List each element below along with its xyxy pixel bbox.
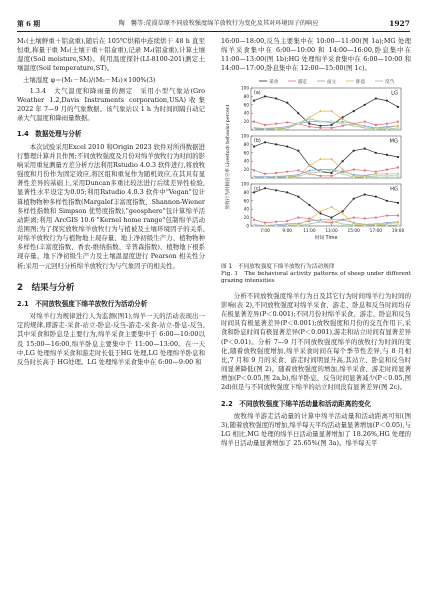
point-MG-4-11: [375, 174, 377, 176]
y-tick-label-LG-1: 20: [243, 118, 249, 124]
point-HG-4-13: [397, 224, 399, 226]
point-MG-0-4: [297, 149, 299, 151]
x-tick-label-6: 19:00: [391, 228, 405, 234]
point-LG-4-12: [386, 128, 388, 130]
point-LG-1-6: [319, 127, 321, 129]
point-MG-1-11: [375, 170, 377, 172]
point-LG-1-2: [275, 122, 277, 124]
point-LG-4-6: [319, 120, 321, 122]
x-tick-label-0: 7:00: [260, 228, 270, 234]
point-MG-4-3: [286, 176, 288, 178]
point-HG-1-12: [386, 214, 388, 216]
point-LG-4-10: [364, 126, 366, 128]
point-MG-1-9: [353, 168, 355, 170]
point-LG-0-11: [375, 97, 377, 99]
legend-label-4: 反刍: [385, 79, 395, 85]
heading-grazing-behavior: 2.1 不同放牧强度下绵羊放牧行为活动分析: [17, 299, 148, 308]
point-HG-0-3: [286, 191, 288, 193]
point-MG-1-13: [397, 166, 399, 168]
point-LG-0-4: [297, 112, 299, 114]
point-LG-1-5: [308, 125, 310, 127]
x-tick-label-5: 17:00: [369, 228, 383, 234]
paragraph-behavior-timing: 16:00—18:00,反刍主要集中在 10:00—11:00(图 1a);MG 处理绵羊采食集中在 6:00—10:00 和 14:00—16:00,卧息集中在 11:00—13:00(图 1b);HG 处理绵羊采食集中在 6:00—10:00 和 14:00—17:00,卧息集中在 12:00—15:00(图 1c)。: [221, 37, 411, 73]
point-LG-0-9: [353, 110, 355, 112]
figure-1: [221, 76, 411, 260]
point-HG-1-3: [286, 220, 288, 222]
point-HG-4-11: [375, 224, 377, 226]
point-MG-4-7: [330, 169, 332, 171]
panel-name-MG: MG: [389, 138, 398, 145]
point-HG-4-10: [364, 224, 366, 226]
point-LG-0-0: [253, 99, 255, 101]
point-LG-0-12: [386, 99, 388, 101]
point-MG-4-9: [353, 176, 355, 178]
y-tick-label-HG-4: 80: [243, 189, 249, 195]
point-LG-4-8: [342, 122, 344, 124]
point-LG-1-13: [397, 120, 399, 122]
point-LG-0-2: [275, 97, 277, 99]
figure-caption-cn: 图 1 不同放牧强度下绵羊放牧行为活动规律: [221, 263, 335, 270]
y-tick-label-MG-5: 100: [241, 133, 249, 139]
point-LG-0-7: [330, 123, 332, 125]
point-LG-1-1: [264, 124, 266, 126]
point-LG-4-3: [286, 127, 288, 129]
figure-caption: [221, 264, 411, 286]
point-HG-0-11: [375, 195, 377, 197]
point-LG-1-3: [286, 121, 288, 123]
y-tick-label-HG-5: 100: [241, 181, 249, 187]
point-MG-1-2: [275, 172, 277, 174]
point-HG-1-4: [297, 216, 299, 218]
point-HG-4-0: [253, 224, 255, 226]
y-tick-label-MG-3: 60: [243, 149, 249, 155]
point-HG-4-12: [386, 224, 388, 226]
header-rule: [17, 31, 410, 32]
y-tick-label-LG-3: 60: [243, 101, 249, 107]
point-MG-0-13: [397, 156, 399, 158]
point-LG-1-12: [386, 122, 388, 124]
point-LG-0-8: [342, 116, 344, 118]
x-tick-label-1: 9:00: [282, 228, 293, 234]
point-MG-4-8: [342, 172, 344, 174]
y-tick-label-MG-2: 40: [243, 158, 249, 164]
panel-letter-LG: (a): [254, 90, 261, 96]
point-LG-4-13: [397, 126, 399, 128]
point-MG-4-6: [319, 170, 321, 172]
legend-label-2: 站立: [327, 79, 337, 85]
point-HG-0-2: [275, 189, 277, 191]
x-tick-label-4: 15:00: [347, 228, 360, 234]
point-MG-0-11: [375, 151, 377, 153]
point-HG-4-7: [330, 219, 332, 221]
left-column: [17, 37, 205, 367]
point-HG-4-1: [264, 224, 266, 226]
y-tick-label-MG-4: 80: [243, 141, 249, 147]
soil-moisture-formula: 土壤湿度 φ＝(M₁－M₂)/(M₂－M₃)×100%(3): [23, 75, 156, 84]
point-HG-1-9: [353, 216, 355, 218]
figure-caption-en: Fig. 1 The behavioral activity patterns of sheep under different grazing intensities: [221, 271, 411, 285]
point-MG-0-1: [264, 141, 266, 143]
point-MG-0-3: [286, 145, 288, 147]
point-MG-4-4: [297, 175, 299, 177]
point-HG-0-1: [264, 187, 266, 189]
panel-letter-MG: (b): [254, 138, 261, 144]
running-title: 陶 馨等:荒漠草原不同放牧强度绵羊放牧行为变化及其对环境因子的响应: [118, 20, 319, 27]
x-tick-label-3: 13:00: [325, 228, 338, 234]
y-tick-label-HG-3: 60: [243, 197, 249, 203]
point-LG-0-1: [264, 95, 266, 97]
y-tick-label-LG-5: 100: [241, 85, 249, 91]
point-LG-4-1: [264, 128, 266, 130]
point-MG-1-0: [253, 169, 255, 171]
y-tick-label-HG-0: 0: [246, 223, 249, 229]
point-HG-0-9: [353, 197, 355, 199]
point-HG-1-10: [364, 217, 366, 219]
point-MG-1-7: [331, 175, 333, 177]
point-HG-4-2: [275, 224, 277, 226]
heading-results: 2 结果与分析: [17, 282, 75, 293]
point-HG-0-5: [308, 204, 310, 206]
y-tick-label-MG-1: 20: [243, 166, 249, 172]
point-HG-0-8: [342, 210, 344, 212]
point-HG-0-12: [386, 199, 388, 201]
point-MG-0-8: [342, 160, 344, 162]
point-LG-1-11: [375, 124, 377, 126]
point-MG-0-12: [386, 153, 388, 155]
legend-label-3: 卧息: [356, 79, 366, 85]
point-LG-4-9: [353, 124, 355, 126]
point-HG-0-4: [297, 195, 299, 197]
point-MG-0-10: [364, 147, 366, 149]
point-HG-0-7: [330, 216, 332, 218]
point-HG-1-1: [264, 221, 266, 223]
point-HG-1-11: [375, 216, 377, 218]
panel-letter-HG: (c): [254, 186, 261, 192]
point-LG-4-7: [330, 120, 332, 122]
point-HG-1-2: [275, 220, 277, 222]
paragraph-activity-distance: 放牧绵羊游走活动量的计算中绵羊活动量和活动距离可知(图 3),随着放牧强度的增加,绵羊每天平均活动量显著增加(P＜0.05),与 LG 相比,MG 处理的绵羊日活动量显著增加了 18.26%,HG 处理的绵羊日活动量显著增加了 25.65%(图 3a)。绵羊每天平: [221, 411, 411, 448]
point-HG-0-13: [397, 201, 399, 203]
point-LG-0-3: [286, 101, 288, 103]
y-tick-label-HG-2: 40: [243, 206, 249, 212]
point-LG-0-6: [319, 124, 321, 126]
point-MG-4-12: [386, 174, 388, 176]
heading-activity-distance: 2.2 不同放牧强度下绵羊活动量和活动距离的变化: [221, 399, 372, 408]
point-LG-0-13: [397, 105, 399, 107]
point-MG-1-6: [319, 175, 321, 177]
y-tick-label-HG-1: 20: [243, 214, 249, 220]
legend-label-1: 游走: [298, 79, 308, 85]
point-MG-4-0: [253, 176, 255, 178]
point-HG-4-5: [308, 222, 310, 224]
point-LG-4-11: [375, 127, 377, 129]
running-header: [17, 18, 410, 30]
point-LG-0-10: [364, 103, 366, 105]
paragraph-grazing-behavior: 对绵羊行为规律进行人为监测(图1),绵羊一天的活动表现出一定的规律,即游走-采食-站立-卧息-反刍-游走-采食-站立-卧息-反刍,其中采食和卧息是主要行为,绵羊采食主要集中于 6:00—10:00以及 15:00—16:00,绵羊卧息主要集中于 11:00—13:00。在一天中,LG 处理绵羊采食和游走时长低于HG 处理,LG 处理绵羊卧息和反刍时长高于 HG处理。LG 处理绵羊采食集中在 6:00—9:00 和: [17, 312, 205, 366]
point-HG-0-6: [319, 212, 321, 214]
point-MG-0-0: [253, 145, 255, 147]
point-MG-1-10: [364, 169, 366, 171]
point-MG-4-5: [308, 171, 310, 173]
point-HG-4-6: [319, 220, 321, 222]
behavior-chart: [221, 76, 411, 260]
point-HG-1-0: [253, 218, 255, 220]
point-MG-0-9: [353, 149, 355, 151]
point-MG-0-7: [330, 171, 332, 173]
y-tick-label-LG-2: 40: [243, 110, 249, 116]
point-LG-1-8: [342, 124, 344, 126]
point-MG-1-12: [386, 168, 388, 170]
point-MG-1-3: [286, 170, 288, 172]
point-MG-4-2: [275, 176, 277, 178]
paragraph-data-analysis: 本次试验采用Excel 2010 和Origin 2023 软件对所得数据进行整理计算并且作图;不同放牧强度及月份对绵羊放牧行为时间的影响采用重复测量方差分析方法利用Rstudio 4.0.3 软件进行,将放牧强度和月份作为固定效应,将区组和重复作为随机效应,在其具有显著性差异的基础上,采用Duncan多重比较法进行后续差异性检验,显著性水平设定为0.05;利用Rstudio 4.0.3 软件中"Vegan"包计算植物物种多样性指数(Margalef丰富度指数、Shannon-Wiener 多样性指数和 Simpson 优势度指数),"geosphere"包计算绵羊活动距离;利用 ArcGIS 10.6 "Kernel home range"包制绵羊活动范围图;为了探究放牧绵羊放牧行为与植被及土壤环境因子的关系,对绵羊放牧行为与植物地上现存量、地上净初级生产力、植物物种多样性(丰富度指数、香农-维纳指数、辛普森指数)、植物地下根系现存量、地下净初级生产力及土壤温湿度进行 Pearson 相关性分析;采用一元回归分析绵羊放牧行为与气象因子的相关性。: [17, 142, 205, 270]
point-HG-4-8: [342, 222, 344, 224]
point-HG-1-13: [397, 214, 399, 216]
point-MG-1-4: [297, 169, 299, 171]
point-HG-4-4: [297, 224, 299, 226]
point-LG-1-10: [364, 120, 366, 122]
right-column: [221, 37, 411, 448]
panel-name-LG: LG: [391, 90, 398, 97]
page-number: 1927: [389, 19, 410, 28]
point-MG-1-1: [264, 172, 266, 174]
point-MG-4-13: [397, 174, 399, 176]
point-MG-4-10: [364, 176, 366, 178]
point-LG-4-2: [275, 128, 277, 130]
point-HG-4-9: [353, 224, 355, 226]
issue-number: 第 6 期: [17, 20, 41, 28]
point-HG-4-3: [286, 224, 288, 226]
x-tick-label-2: 11:00: [303, 228, 316, 234]
legend-label-0: 采食: [269, 79, 279, 85]
point-LG-4-5: [308, 117, 310, 119]
panel-frame-MG: [251, 136, 401, 178]
paragraph-weather-method: 1.3.4 大气温度和降雨量的测定 采用小型气象站(Gro Weather 1.2,Davis Instruments corporation,USA)收集 2022 年 7—9 月的气象数据。该气象站以 1 h 为时间间隔自动记录大气温度和降雨量数据。: [17, 86, 205, 123]
heading-data-analysis: 1.4 数据处理与分析: [17, 130, 82, 139]
paragraph-behavior-anova: 分析不同放牧强度绵羊行为日及其它行为时间绵羊行为时间的影响(表 2),不同放牧强度对绵羊采食、游走、卧息和反刍时间均存在极显著差异(P＜0.001);不同月份对绵羊采食、游走、卧息和反刍时间具有极显著差异(P＜0.001);放牧强度和月份的交互作用下,采食和卧息时间有极显著差异(P＜0.001),游走和站立时间有显著差异(P＜0.01)。分析 7—9 月不同放牧强度绵羊的放牧行为时间的变化,随着放牧强度增加,绵羊采食时间在每个季节性差异,与 8 月相比,7 月和 9 月的采食、游走时间明显升高,其站立、卧息和反刍时间显著降低(图 2)。随着放牧强度的增加,绵羊采食、游走时间显著增加(P＜0.05,图 2a,b),绵羊卧息、反刍时间显著减少(P＜0.05,图 2d)但是与不同放牧强度下绵羊的站立时间没有显著差异(图 2c)。: [221, 291, 411, 392]
point-MG-0-2: [275, 143, 277, 145]
point-LG-4-4: [297, 122, 299, 124]
point-MG-4-1: [264, 176, 266, 178]
point-LG-4-0: [253, 128, 255, 130]
x-axis-title: 时间 Time: [314, 235, 338, 241]
point-HG-0-10: [364, 193, 366, 195]
y-tick-label-LG-4: 80: [243, 93, 249, 99]
point-LG-1-0: [253, 120, 255, 122]
y-axis-title: 放牧行为时间百分率 Livestock behavior percent: [226, 104, 231, 210]
point-LG-1-7: [331, 127, 333, 129]
point-LG-0-5: [308, 122, 310, 124]
paragraph-soil-method: M₁(土壤鲜重＋铝盒重),随后在 105℃烘箱中连续烘干 48 h 直至恒重,称量干重 M₂(土壤干重＋铝盒重),记录 M₃(铝盒重),计算土壤湿度(Soil moisture,SM)。利用温度探针(LI-8100-201)测定土壤温度(Soil temperature,ST)。: [17, 37, 205, 73]
panel-name-HG: HG: [390, 186, 398, 193]
